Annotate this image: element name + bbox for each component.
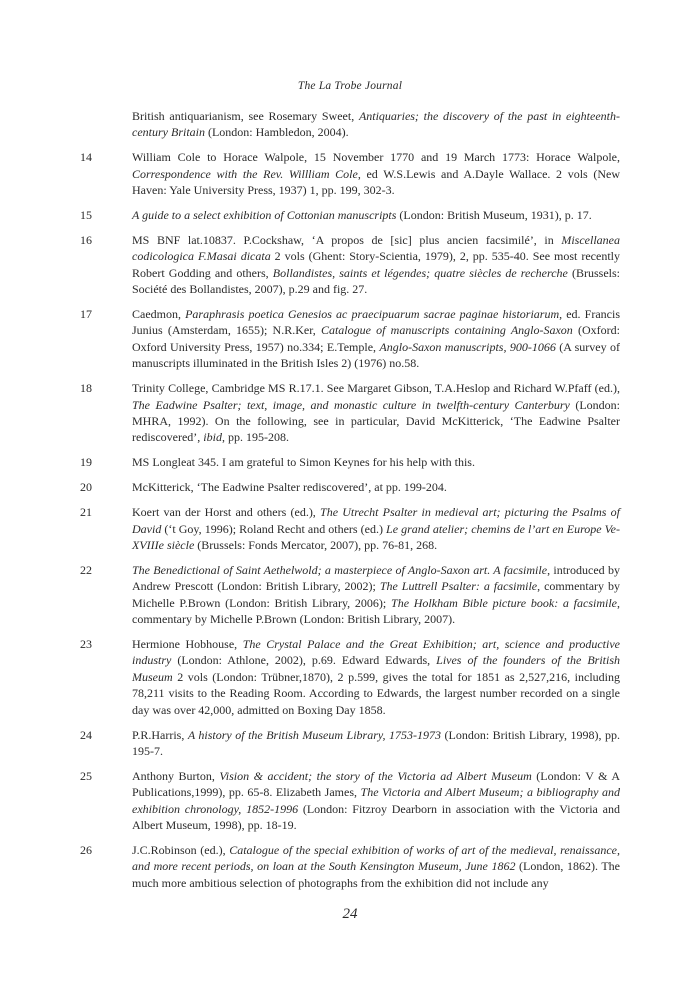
endnote-text xyxy=(132,306,620,372)
endnote-number: 17 xyxy=(80,307,92,322)
running-header: The La Trobe Journal xyxy=(297,80,403,92)
endnote xyxy=(80,562,620,628)
italic-title: Catalogue of the special exhibition of works of art of the medieval, renaissance, and more recent periods, on loan at the South Kensington Museum, June 1862 xyxy=(132,842,621,874)
text-run: (London: MHRA, 1992). On the following, see in particular, David McKitterick, ‘The Eadwine Psalter rediscovered’, xyxy=(132,397,620,445)
text-run: (London: British Museum, 1931), p. 17. xyxy=(396,208,592,223)
italic-title: Bollandistes, saints et légendes; quatre siècles de recherche xyxy=(272,265,568,280)
endnote-text xyxy=(132,479,620,495)
italic-title: Lives of the founders of the British Museum xyxy=(132,653,620,684)
endnote-number: 21 xyxy=(80,505,92,520)
italic-title: ibid xyxy=(203,430,222,445)
italic-title: The Victoria and Albert Museum; a bibliography and exhibition chronology, 1852-1996 xyxy=(132,785,620,816)
endnote xyxy=(80,108,620,141)
text-run: (London: Athlone, 2002), p.69. Edward Edwards, xyxy=(171,653,437,668)
text-run: (Brussels: Société des Bollandistes, 2007), p.29 and fig. 27. xyxy=(132,265,621,297)
italic-title: The Utrecht Psalter in medieval art; picturing the Psalms of David xyxy=(132,505,621,536)
text-run: Caedmon, xyxy=(132,307,186,322)
text-run: (London, 1862). The much more ambitious selection of photographs from the exhibition did not include any xyxy=(132,859,620,890)
endnote xyxy=(80,232,620,298)
text-run: Trinity College, Cambridge MS R.17.1. See Margaret Gibson, T.A.Heslop and Richard W.Pfaff (ed.), xyxy=(132,381,620,396)
page-number: 24 xyxy=(342,906,358,922)
italic-title: A history of the British Museum Library, 1753-1973 xyxy=(187,727,442,742)
endnote-number: 19 xyxy=(80,455,92,470)
endnote-text xyxy=(132,842,620,891)
italic-title: Vision & accident; the story of the Victoria ad Albert Museum xyxy=(219,768,532,783)
italic-title: A guide to a select exhibition of Cottonian manuscripts xyxy=(132,208,397,223)
text-run: (London: British Library, 1998), pp. 195-7. xyxy=(132,727,621,758)
italic-title: The Benedictional of Saint Aethelwold; a masterpiece of Anglo-Saxon art. A facsimile xyxy=(132,562,548,577)
endnote-text xyxy=(132,108,620,141)
endnote-number: 25 xyxy=(80,768,92,783)
text-run: J.C.Robinson (ed.), xyxy=(132,842,230,857)
endnote-text xyxy=(132,232,620,298)
text-run: , ed W.S.Lewis and A.Dayle Wallace. 2 vols (New Haven: Yale University Press, 1937) 1, pp. 199, 302-3. xyxy=(132,166,620,198)
text-run: (London: V & A Publications,1999), pp. 65-8. Elizabeth James, xyxy=(132,768,620,800)
text-run: (Oxford: Oxford University Press, 1957) no.334; E.Temple, xyxy=(132,323,620,354)
endnote-number: 22 xyxy=(80,562,92,577)
text-run: MS Longleat 345. I am grateful to Simon Keynes for his help with this. xyxy=(132,455,475,470)
text-run: William Cole to Horace Walpole, 15 November 1770 and 19 March 1773: Horace Walpole, xyxy=(132,150,620,165)
endnote-number: 14 xyxy=(80,150,92,165)
text-run: (London: Hambledon, 2004). xyxy=(204,125,349,140)
endnote-number: 16 xyxy=(80,232,92,247)
italic-title: Antiquaries; the discovery of the past in eighteenth-century Britain xyxy=(132,109,620,140)
endnote xyxy=(80,636,620,718)
text-run: P.R.Harris, xyxy=(132,727,188,742)
italic-title: Le grand atelier; chemins de l’art en Europe Ve-XVIIIe siècle xyxy=(132,521,620,552)
endnote xyxy=(80,479,620,495)
text-run: 2 vols (Ghent: Story-Scientia, 1979), 2, pp. 535-40. See most recently Robert Godding and others, xyxy=(132,249,620,280)
endnote-number: 24 xyxy=(80,727,92,742)
text-run: , introduced by Andrew Prescott (London: British Library, 2002); xyxy=(132,562,620,594)
endnote-number: 26 xyxy=(80,842,92,857)
italic-title: Miscellanea codicologica F.Masai dicata xyxy=(132,232,620,264)
text-run: (A survey of manuscripts illuminated in the British Isles 2) (1976) no.58. xyxy=(132,339,620,371)
endnote-text xyxy=(132,768,620,834)
text-run: Hermione Hobhouse, xyxy=(132,636,243,651)
text-run: Anthony Burton, xyxy=(132,768,220,783)
endnote-number: 15 xyxy=(80,208,92,223)
italic-title: Catalogue of manuscripts containing Anglo-Saxon xyxy=(320,323,573,338)
endnote-number: 23 xyxy=(80,636,92,651)
endnote xyxy=(80,768,620,834)
endnote-text xyxy=(132,504,620,553)
text-run: , commentary by Michelle P.Brown (London: British Library, 2007). xyxy=(132,595,620,627)
endnote xyxy=(80,149,620,198)
endnote xyxy=(80,454,620,470)
text-run: British antiquarianism, see Rosemary Sweet, xyxy=(132,109,359,123)
italic-title: The Holkham Bible picture book: a facsimile xyxy=(391,595,617,610)
text-run: (‘t Goy, 1996); Roland Recht and others (ed.) xyxy=(161,521,387,536)
text-run: , commentary by Michelle P.Brown (London: British Library, 2006); xyxy=(132,579,620,610)
endnotes-list xyxy=(80,108,620,900)
endnote-text xyxy=(132,380,620,446)
endnote-number: 18 xyxy=(80,381,92,396)
endnote-text xyxy=(132,727,620,760)
endnote-text xyxy=(132,149,620,198)
endnote-number xyxy=(80,108,132,141)
endnote-text xyxy=(132,207,620,223)
endnote xyxy=(80,380,620,446)
text-run: , pp. 195-208. xyxy=(221,430,289,445)
endnote xyxy=(80,504,620,553)
text-run: , ed. Francis Junius (Amsterdam, 1655); N.R.Ker, xyxy=(132,307,620,338)
text-run: (London: Fitzroy Dearborn in association with the Victoria and Albert Museum, 1998), pp. 18-19. xyxy=(132,801,620,833)
text-run: MS BNF lat.10837. P.Cockshaw, ‘A propos de [sic] plus ancien facsimilé’, in xyxy=(132,232,562,247)
endnote xyxy=(80,727,620,760)
italic-title: Correspondence with the Rev. Willliam Cole xyxy=(132,166,358,181)
endnote-text xyxy=(132,454,620,470)
text-run: Koert van der Horst and others (ed.), xyxy=(132,505,321,520)
endnote xyxy=(80,842,620,891)
italic-title: The Crystal Palace and the Great Exhibition; art, science and productive industry xyxy=(132,636,620,668)
endnote xyxy=(80,306,620,372)
italic-title: Anglo-Saxon manuscripts, 900-1066 xyxy=(379,339,556,354)
text-run: McKitterick, ‘The Eadwine Psalter rediscovered’, at pp. 199-204. xyxy=(132,480,447,495)
endnote-text xyxy=(132,562,620,628)
italic-title: Paraphrasis poetica Genesios ac praecipuarum sacrae paginae historiarum xyxy=(185,307,560,322)
italic-title: The Luttrell Psalter: a facsimile xyxy=(379,579,538,594)
endnote xyxy=(80,207,620,223)
text-run: 2 vols (London: Trübner,1870), 2 p.599, gives the total for 1851 as 2,527,216, including 78,211 visits to the Reading Room. According to Edwards, the largest number recorded on a single day was over 42,000, admitted on Boxing Day 1858. xyxy=(132,669,620,717)
text-run: (Brussels: Fonds Mercator, 2007), pp. 76-81, 268. xyxy=(194,537,438,552)
endnote-text xyxy=(132,636,620,718)
endnote-number: 20 xyxy=(80,480,92,495)
italic-title: The Eadwine Psalter; text, image, and monastic culture in twelfth-century Canterbury xyxy=(132,397,570,412)
